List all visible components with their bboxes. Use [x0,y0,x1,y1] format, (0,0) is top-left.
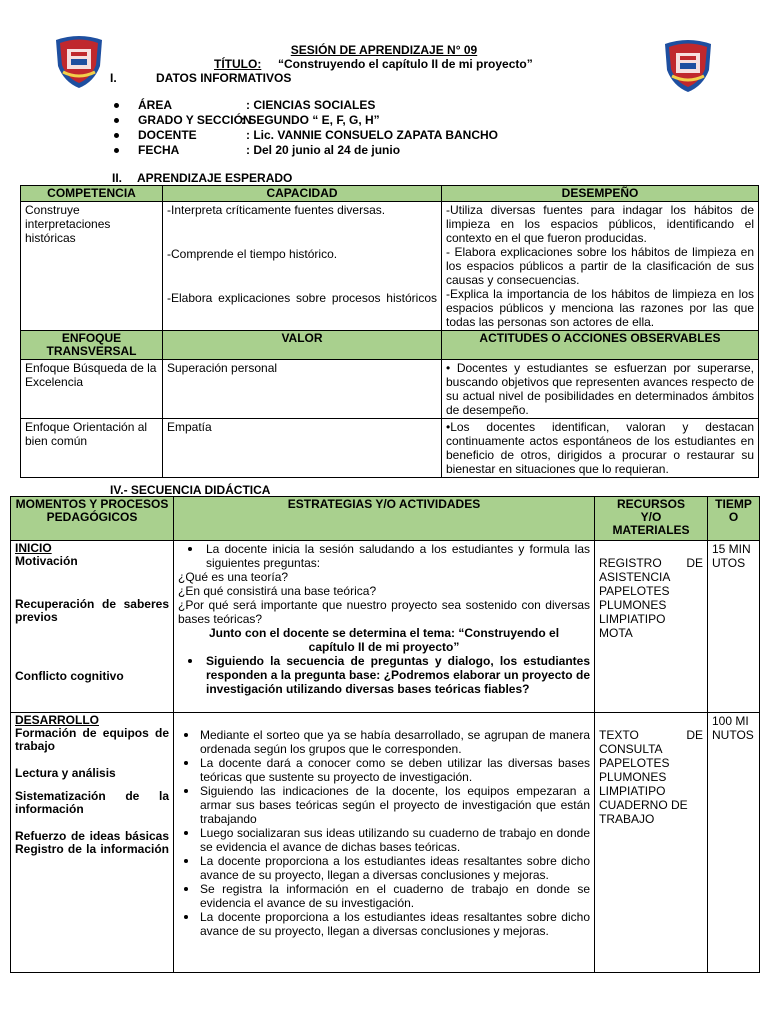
proceso-conflicto: Conflicto cognitivo [15,669,124,683]
competencia-cell: Construye interpretaciones históricas [21,202,163,331]
col-capacidad: CAPACIDAD [163,186,442,202]
col-desempeno: DESEMPEÑO [442,186,759,202]
recurso-item: TEXTO DE CONSULTA [599,728,703,756]
school-crest-icon [50,32,108,90]
col-estrategias: ESTRATEGIAS Y/O ACTIVIDADES [174,497,595,541]
question-2: ¿En qué consistirá una base teórica? [178,584,377,598]
col-tiempo: TIEMPO [708,497,760,541]
desarrollo-bullet: La docente proporciona a los estudiantes ideas resaltantes sobre dicho avance de su proyecto, llegan a diversas conclusiones y mejoras. [178,910,590,938]
proceso-refuerzo: Refuerzo de ideas básicas [15,829,169,843]
inicio-momentos [11,541,174,713]
info-value: : Lic. VANNIE CONSUELO ZAPATA BANCHO [246,128,498,142]
desempeno-3: -Explica la importancia de los hábitos de limpieza en los espacios públicos y menciona las razones por las que todas las personas son actores de ella. [446,287,754,329]
col-actitudes: ACTITUDES O ACCIONES OBSERVABLES [442,331,759,360]
actitud-cell: •Los docentes identifican, valoran y destacan continuamente actos espontáneos de los estudiantes en beneficio de otros, dirigidos a procurar o restaurar su bienestar en situaciones que lo requieran. [442,419,759,478]
section-4-title: IV.- SECUENCIA DIDÁCTICA [110,483,271,497]
section-2-number: II. [112,171,123,185]
recurso-item: CUADERNO DE TRABAJO [599,798,688,826]
question-1: ¿Qué es una teoría? [178,570,289,584]
desarrollo-bullet: La docente dará a conocer como se deben utilizar las diversas bases teóricas que sustente su proyecto de investigación. [178,756,590,784]
session-title: SESIÓN DE APRENDIZAJE N° 09 [290,43,478,57]
inicio-bullet-1: La docente inicia la sesión saludando a los estudiantes y formula las siguientes preguntas: [178,542,590,570]
recurso-item: PLUMONES [599,770,667,784]
aprendizaje-table [20,185,759,478]
capacidad-2: -Comprende el tiempo histórico. [167,247,338,261]
recurso-item: PAPELOTES [599,756,670,770]
session-subtitle [214,57,533,71]
valor-cell: Superación personal [163,360,442,419]
proceso-registro: Registro de la información [15,842,169,856]
info-key: FECHA [138,143,180,157]
desarrollo-bullet: Luego socializaran sus ideas utilizando su cuaderno de trabajo en donde se evidencia el avance de dichas bases teóricas. [178,826,590,854]
actitud-cell: • Docentes y estudiantes se esfuerzan por superarse, buscando objetivos que representen avances respecto de su actual nivel de posibilidades en determinados ámbitos de desempeño. [442,360,759,419]
proceso-formacion: Formación de equipos de trabajo [15,726,169,753]
desempeno-cell [442,202,759,331]
desarrollo-momentos [11,713,174,973]
desempeno-1: -Utiliza diversas fuentes para indagar los hábitos de limpieza en los espacios públicos, identificando el contexto en el que fueron producidas. [446,203,754,245]
enfoque-cell: Enfoque Orientación al bien común [21,419,163,478]
desarrollo-bullet: Mediante el sorteo que ya se había desarrollado, se agrupan de manera ordenada según los grupos que le corresponden. [178,728,590,756]
valor-cell: Empatía [163,419,442,478]
proceso-motivacion: Motivación [15,554,78,568]
col-valor: VALOR [163,331,442,360]
info-key: DOCENTE [138,128,197,142]
tema-text: Junto con el docente se determina el tema: “Construyendo el capítulo II de mi proyecto” [208,626,560,654]
desempeno-2: - Elabora explicaciones sobre los hábitos de limpieza en los espacios públicos a partir de la clasificación de sus causas y consecuencias. [446,245,754,287]
desarrollo-bullet: Se registra la información en el cuaderno de trabajo en donde se evidencia el avance de su investigación. [178,882,590,910]
enfoque-cell: Enfoque Búsqueda de la Excelencia [21,360,163,419]
secuencia-table [10,496,760,973]
section-2-title: APRENDIZAJE ESPERADO [137,171,293,185]
recurso-item: LIMPIATIPO [599,612,666,626]
recurso-item: LIMPIATIPO [599,784,666,798]
recurso-item: PAPELOTES [599,584,670,598]
capacidad-3: -Elabora explicaciones sobre procesos históricos [167,291,437,305]
desarrollo-label: DESARROLLO [15,713,99,727]
desarrollo-bullet: Siguiendo las indicaciones de la docente, los equipos empezaran a armar sus bases teóricas según el proyecto de investigación que están trabajando [178,784,590,826]
inicio-recursos [595,541,708,713]
proceso-lectura: Lectura y análisis [15,766,116,780]
col-recursos: RECURSOS Y/O MATERIALES [595,497,708,541]
capacidad-1: -Interpreta críticamente fuentes diversas. [167,203,386,217]
inicio-estrategias [174,541,595,713]
desarrollo-estrategias [174,713,595,973]
desarrollo-recursos [595,713,708,973]
recurso-item: PLUMONES [599,598,667,612]
info-value: : Del 20 junio al 24 de junio [246,143,401,157]
recurso-item: MOTA [599,626,633,640]
info-value: : CIENCIAS SOCIALES [246,98,376,112]
recurso-item: REGISTRO DE ASISTENCIA [599,556,703,584]
inicio-label: INICIO [15,541,52,555]
desarrollo-tiempo: 100 MINUTOS [708,713,760,973]
col-enfoque: ENFOQUE TRANSVERSAL [21,331,163,360]
question-3: ¿Por qué será importante que nuestro proyecto sea sostenido con diversas bases teóricas? [178,598,590,626]
info-key: ÁREA [138,98,173,112]
proceso-sistematizacion: Sistematización de la información [15,789,169,816]
subtitle-label: TÍTULO: [214,57,262,71]
section-1-number: I. [110,71,117,85]
info-key: GRADO Y SECCIÓN [138,113,252,127]
proceso-recuperacion: Recuperación de saberes previos [15,597,169,624]
col-momentos: MOMENTOS Y PROCESOS PEDAGÓGICOS [11,497,174,541]
capacidad-cell [163,202,442,331]
col-competencia: COMPETENCIA [21,186,163,202]
subtitle-value: “Construyendo el capítulo II de mi proyecto” [278,57,533,71]
inicio-tiempo: 15 MINUTOS [708,541,760,713]
section-1-title: DATOS INFORMATIVOS [156,71,292,85]
desarrollo-bullet: La docente proporciona a los estudiantes ideas resaltantes sobre dicho avance de su proyecto, llegan a diversas conclusiones y mejoras. [178,854,590,882]
info-value: : SEGUNDO “ E, F, G, H” [241,113,380,127]
inicio-bullet-2: Siguiendo la secuencia de preguntas y dialogo, los estudiantes responden a la pregunta base: ¿Podremos elaborar un proyecto de investigación utilizando diversas bases teóricas fiables? [178,654,590,696]
